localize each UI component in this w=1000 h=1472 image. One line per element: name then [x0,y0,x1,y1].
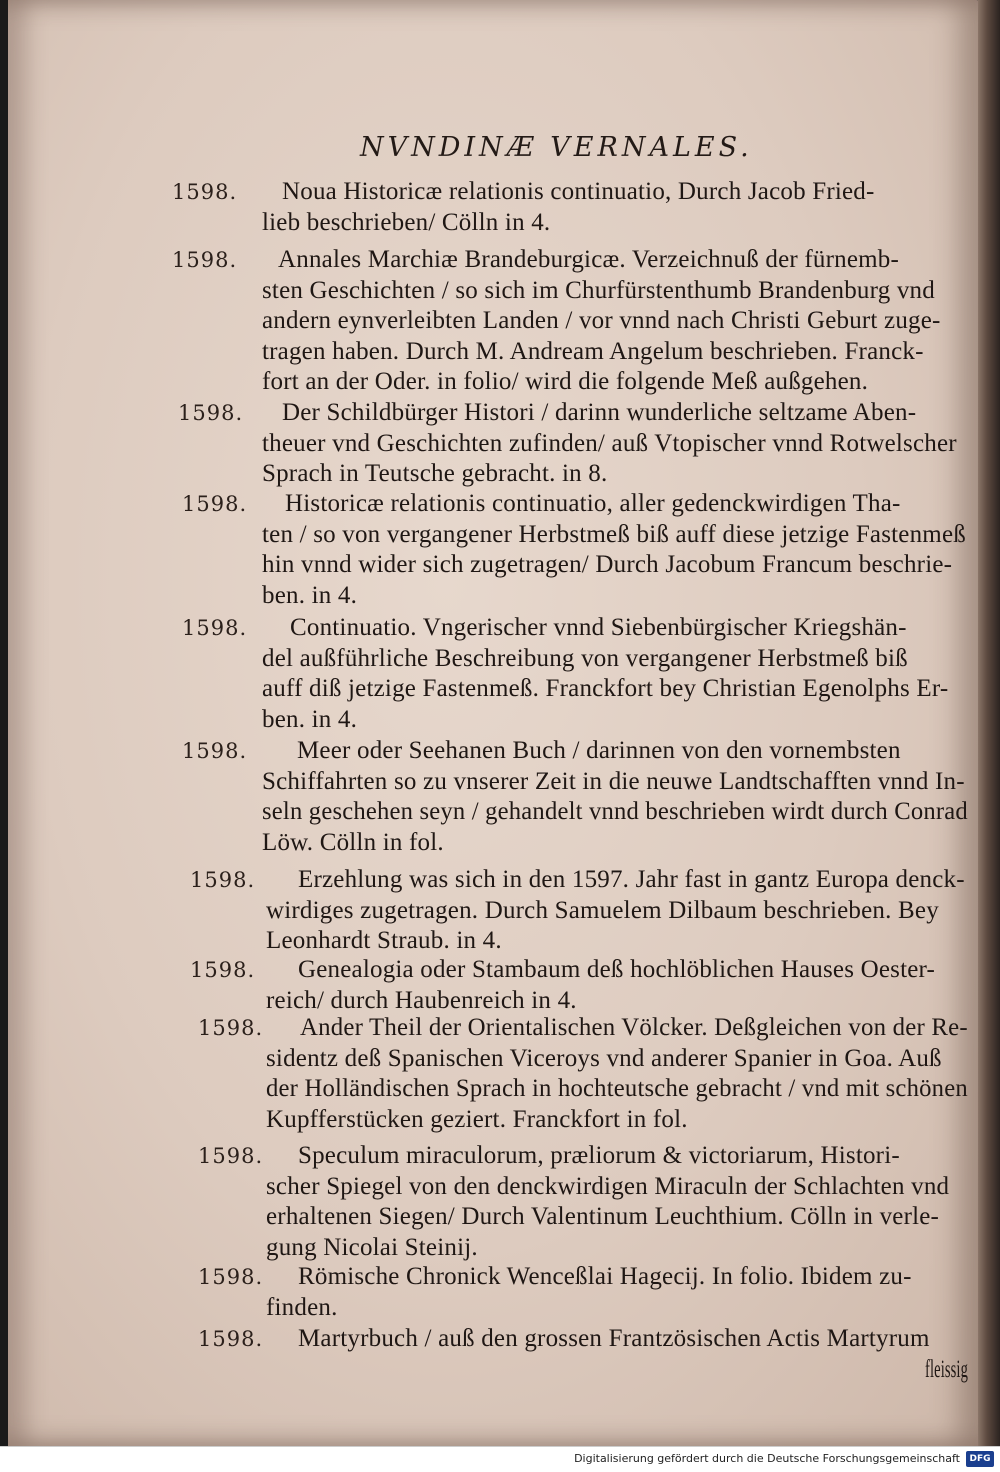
entry-line: erhaltenen Siegen/ Durch Valentinum Leuchthium. Cölln in verle- [266,1203,940,1230]
entry-line: Schiffahrten so zu vnserer Zeit in die neuwe Landtschafften vnnd In- [262,767,965,795]
entry-year: 1598. [178,401,244,425]
entry-line: Löw. Cölln in fol. [262,828,444,856]
entry-line: Genealogia oder Stambaum deß hochlöblichen Hauses Oester- [298,956,936,983]
entry-line: Leonhardt Straub. in 4. [266,927,502,954]
entry-line: ten / so von vergangener Herbstmeß biß auff diese jetzige Fastenmeß [262,520,966,548]
entry-line: wirdiges zugetragen. Durch Samuelem Dilbaum beschrieben. Bey [266,896,939,924]
entry-line: hin vnnd wider sich zugetragen/ Durch Jacobum Francum beschrie- [262,551,953,578]
entry-line: Historicæ relationis continuatio, aller gedenckwirdigen Tha- [285,490,901,517]
dfg-logo: DFG [966,1451,994,1467]
entry-line: lieb beschrieben/ Cölln in 4. [262,208,551,236]
entry-line: fleissig [925,1355,968,1383]
entry-line: seln geschehen seyn / gehandelt vnnd beschrieben wirdt durch Conrad [262,798,968,825]
entry-line: sten Geschichten / so sich im Churfürstenthumb Brandenburg vnd [262,276,935,304]
entry-line: Speculum miraculorum, præliorum & victoriarum, Histori- [298,1142,900,1169]
entry-line: Römische Chronick Wenceßlai Hagecij. In folio. Ibidem zu- [298,1263,912,1290]
entry-line: Martyrbuch / auß den grossen Frantzösischen Actis Martyrum [298,1325,930,1352]
entry-year: 1598. [182,739,248,763]
entry-line: Noua Historicæ relationis continuatio, Durch Jacob Fried- [282,178,875,205]
entry-line: andern eynverleibten Landen / vor vnnd nach Christi Geburt zuge- [262,307,941,334]
entry-line: Annales Marchiæ Brandeburgicæ. Verzeichnuß der fürnemb- [278,246,899,273]
entry-line: Ander Theil der Orientalischen Völcker. Deßgleichen von der Re- [300,1014,968,1041]
footer-bar [0,1446,1000,1472]
entry-line: Meer oder Seehanen Buch / darinnen von den vornembsten [297,737,901,764]
entry-year: 1598. [172,248,238,272]
entry-line: Erzehlung was sich in den 1597. Jahr fast in gantz Europa denck- [298,866,965,893]
entry-line: scher Spiegel von den denckwirdigen Miraculn der Schlachten vnd [266,1172,950,1200]
entry-year: 1598. [182,616,248,640]
entry-line: gung Nicolai Steinij. [266,1233,478,1261]
footer-credit: Digitalisierung gefördert durch die Deutsche Forschungsgemeinschaft [574,1452,960,1465]
entry-line: ben. in 4. [262,581,358,609]
entry-year: 1598. [198,1144,264,1168]
entry-year: 1598. [190,868,256,892]
entry-line: theuer vnd Geschichten zufinden/ auß Vtopischer vnnd Rotwelscher [262,429,957,457]
entry-line: Kupfferstücken geziert. Franckfort in fol. [266,1105,688,1133]
entry-line: auff diß jetzige Fastenmeß. Franckfort bey Christian Egenolphs Er- [262,675,949,702]
entry-line: Sprach in Teutsche gebracht. in 8. [262,460,608,487]
entry-line: del außführliche Beschreibung von vergangener Herbstmeß biß [262,644,908,672]
entry-year: 1598. [172,180,238,204]
entry-line: fort an der Oder. in folio/ wird die folgende Meß außgehen. [262,368,869,395]
running-head: NVNDINÆ VERNALES. [360,132,753,163]
entry-year: 1598. [198,1327,264,1351]
entry-line: ben. in 4. [262,705,358,733]
entry-year: 1598. [190,958,256,982]
entry-line: der Holländischen Sprach in hochteutsche gebracht / vnd mit schönen [266,1075,968,1102]
entry-year: 1598. [182,492,248,516]
entry-line: Der Schildbürger Histori / darinn wunderliche seltzame Aben- [282,399,917,426]
entry-year: 1598. [198,1265,264,1289]
entry-line: finden. [266,1293,338,1321]
entry-line: reich/ durch Haubenreich in 4. [266,986,577,1014]
entry-line: tragen haben. Durch M. Andream Angelum beschrieben. Franck- [262,337,924,365]
entry-line: Continuatio. Vngerischer vnnd Siebenbürgischer Kriegshän- [290,614,907,641]
entry-line: sidentz deß Spanischen Viceroys vnd anderer Spanier in Goa. Auß [266,1044,942,1072]
entry-year: 1598. [198,1016,264,1040]
